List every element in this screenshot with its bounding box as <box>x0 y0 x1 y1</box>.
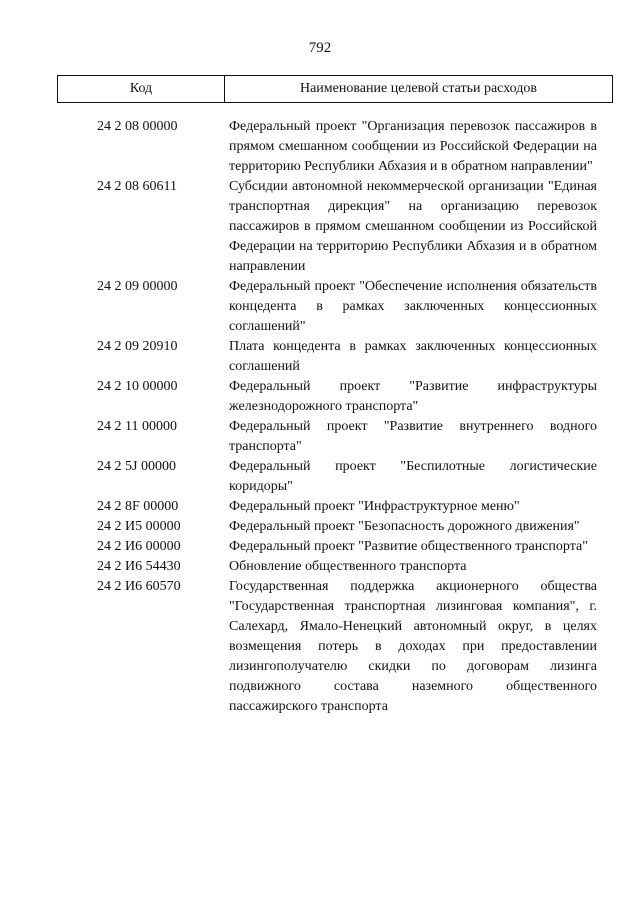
column-header-name: Наименование целевой статьи расходов <box>299 81 538 96</box>
table-row <box>57 337 613 377</box>
row-code: 24 2 8F 00000 <box>97 499 179 514</box>
row-name: Федеральный проект "Беспилотные логистические коридоры" <box>229 459 597 494</box>
row-name: Федеральный проект "Обеспечение исполнения обязательств концедента в рамках заключенных концессионных соглашений" <box>229 279 597 334</box>
row-name: Государственная поддержка акционерного общества "Государственная транспортная лизинговая компания", г. Салехард, Ямало-Ненецкий автономный округ, в целях возмещения потерь в доходах при предоставлении лизингополучателю скидки по договорам лизинга подвижного состава наземного общественного пассажирского транспорта <box>229 579 597 714</box>
row-name: Федеральный проект "Организация перевозок пассажиров в прямом смешанном сообщении из Российской Федерации на территорию Республики Абхазия и в обратном направлении" <box>229 119 597 174</box>
table-header <box>57 75 613 103</box>
row-code: 24 2 08 60611 <box>97 179 177 194</box>
table-row <box>57 537 613 557</box>
table-row <box>57 177 613 277</box>
row-name: Плата концедента в рамках заключенных концессионных соглашений <box>229 339 597 374</box>
column-header-code: Код <box>58 76 225 102</box>
row-code: 24 2 5J 00000 <box>97 459 176 474</box>
table-row <box>57 497 613 517</box>
row-name: Федеральный проект "Развитие инфраструктуры железнодорожного транспорта" <box>229 379 597 414</box>
row-name: Субсидии автономной некоммерческой организации "Единая транспортная дирекция" на организацию перевозок пассажиров в прямом смешанном сообщении из Российской Федерации на территорию Республики Абхазия и в обратном направлении <box>229 179 597 274</box>
table-row <box>57 377 613 417</box>
row-code: 24 2 09 00000 <box>97 279 178 294</box>
row-code: 24 2 08 00000 <box>97 119 178 134</box>
row-name: Федеральный проект "Инфраструктурное меню" <box>229 499 520 514</box>
row-code: 24 2 И5 00000 <box>97 519 181 534</box>
table-row <box>57 517 613 537</box>
row-code: 24 2 09 20910 <box>97 339 178 354</box>
table-row <box>57 577 613 717</box>
row-code: 24 2 10 00000 <box>97 379 178 394</box>
table-body <box>57 117 613 717</box>
table-row <box>57 117 613 177</box>
table-row <box>57 457 613 497</box>
page-number: 792 <box>308 40 332 56</box>
row-code: 24 2 И6 00000 <box>97 539 181 554</box>
row-code: 24 2 И6 54430 <box>97 559 181 574</box>
row-code: 24 2 11 00000 <box>97 419 177 434</box>
row-name: Федеральный проект "Безопасность дорожного движения" <box>229 519 580 534</box>
table-row <box>57 417 613 457</box>
row-name: Федеральный проект "Развитие внутреннего водного транспорта" <box>229 419 597 454</box>
table-row <box>57 277 613 337</box>
row-name: Обновление общественного транспорта <box>229 559 467 574</box>
table-row <box>57 557 613 577</box>
row-code: 24 2 И6 60570 <box>97 579 181 594</box>
row-name: Федеральный проект "Развитие общественного транспорта" <box>229 539 588 554</box>
